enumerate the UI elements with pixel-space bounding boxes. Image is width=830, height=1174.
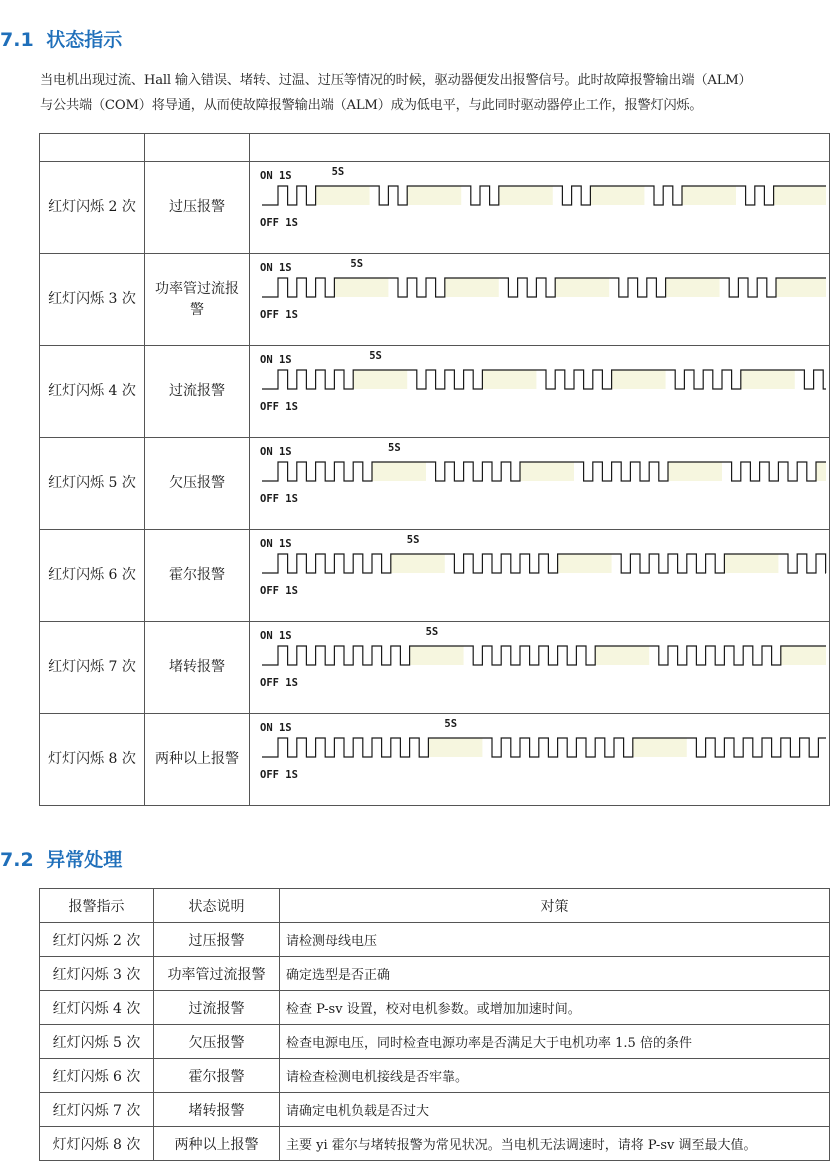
table-row — [40, 530, 830, 622]
header-status: 状态说明 — [154, 889, 280, 923]
indicator-cell: 红灯闪烁 6 次 — [40, 530, 145, 622]
status-cell: 堵转报警 — [154, 1093, 280, 1127]
off-label: OFF 1S — [260, 585, 298, 597]
action-cell: 确定选型是否正确 — [280, 957, 830, 991]
action-cell: 检查 P-sv 设置，校对电机参数。或增加加速时间。 — [280, 991, 830, 1025]
gap-fill — [445, 278, 499, 297]
off-label: OFF 1S — [260, 309, 298, 321]
action-cell: 请检测母线电压 — [280, 923, 830, 957]
table-row — [40, 254, 830, 346]
gap-label: 5S — [425, 626, 439, 638]
gap-fill — [482, 370, 536, 389]
status-cell: 过压报警 — [145, 162, 250, 254]
status-cell: 过压报警 — [154, 923, 280, 957]
table-row — [40, 1025, 830, 1059]
table-row — [40, 714, 830, 806]
gap-label: 5S — [331, 166, 345, 178]
waveform-diagram — [250, 438, 830, 529]
gap-label: 5S — [444, 718, 458, 730]
waveform-cell — [250, 622, 830, 714]
gap-fill — [774, 186, 826, 205]
table-row — [40, 1059, 830, 1093]
gap-label: 5S — [406, 534, 420, 546]
indicator-cell: 红灯闪烁 5 次 — [40, 1025, 154, 1059]
on-label: ON 1S — [260, 262, 292, 274]
table-row — [40, 1093, 830, 1127]
gap-label: 5S — [369, 350, 382, 362]
indicator-cell: 红灯闪烁 7 次 — [40, 1093, 154, 1127]
off-label: OFF 1S — [260, 769, 298, 781]
indicator-cell: 红灯闪烁 3 次 — [40, 254, 145, 346]
status-cell: 堵转报警 — [145, 622, 250, 714]
status-cell: 功率管过流报警 — [154, 957, 280, 991]
waveform-diagram — [250, 162, 830, 253]
intro-line: 与公共端（COM）将导通，从而使故障报警输出端（ALM）成为低电平，与此同时驱动器停止工作，报警灯闪烁。 — [40, 98, 703, 113]
header-indicator: 报警指示 — [40, 889, 154, 923]
waveform-diagram — [250, 346, 830, 437]
gap-fill — [353, 370, 407, 389]
status-cell: 欠压报警 — [154, 1025, 280, 1059]
table-row — [40, 923, 830, 957]
indicator-cell: 红灯闪烁 5 次 — [40, 438, 145, 530]
waveform-cell — [250, 162, 830, 254]
header-action: 对策 — [280, 889, 830, 923]
alarm-indicator-table — [39, 133, 830, 806]
status-cell: 霍尔报警 — [145, 530, 250, 622]
gap-fill — [668, 462, 722, 481]
table-row — [40, 622, 830, 714]
indicator-cell: 红灯闪烁 6 次 — [40, 1059, 154, 1093]
on-label: ON 1S — [260, 538, 292, 550]
table-row — [40, 162, 830, 254]
status-cell: 两种以上报警 — [154, 1127, 280, 1161]
indicator-cell: 灯灯闪烁 8 次 — [40, 1127, 154, 1161]
gap-fill — [590, 186, 644, 205]
header-cell — [40, 134, 145, 162]
waveform-cell — [250, 346, 830, 438]
section-title-status — [0, 25, 122, 52]
waveform-line — [262, 738, 826, 757]
waveform-line — [262, 646, 826, 665]
header-cell — [250, 134, 830, 162]
gap-fill — [428, 738, 482, 757]
indicator-cell: 灯灯闪烁 8 次 — [40, 714, 145, 806]
indicator-cell: 红灯闪烁 4 次 — [40, 346, 145, 438]
gap-fill — [741, 370, 795, 389]
status-cell: 过流报警 — [154, 991, 280, 1025]
waveform-diagram — [250, 254, 830, 345]
gap-fill — [316, 186, 370, 205]
table-header-row — [40, 134, 830, 162]
section-title-text: 状态指示 — [46, 29, 123, 51]
gap-label: 5S — [350, 258, 364, 270]
gap-fill — [334, 278, 388, 297]
action-cell: 检查电源电压，同时检查电源功率是否满足大于电机功率 1.5 倍的条件 — [280, 1025, 830, 1059]
gap-fill — [633, 738, 687, 757]
gap-fill — [666, 278, 720, 297]
waveform-cell — [250, 254, 830, 346]
gap-fill — [391, 554, 445, 573]
table-row — [40, 991, 830, 1025]
off-label: OFF 1S — [260, 401, 298, 413]
gap-fill — [781, 646, 826, 665]
table-row — [40, 438, 830, 530]
gap-label: 5S — [388, 442, 401, 454]
status-cell: 过流报警 — [145, 346, 250, 438]
waveform-diagram — [250, 530, 830, 621]
indicator-cell: 红灯闪烁 4 次 — [40, 991, 154, 1025]
section-title-text: 异常处理 — [46, 849, 123, 871]
gap-fill — [682, 186, 736, 205]
on-label: ON 1S — [260, 354, 292, 366]
waveform-cell — [250, 714, 830, 806]
on-label: ON 1S — [260, 722, 292, 734]
gap-fill — [776, 278, 826, 297]
gap-fill — [520, 462, 574, 481]
waveform-diagram — [250, 714, 830, 805]
gap-fill — [595, 646, 649, 665]
gap-fill — [558, 554, 612, 573]
indicator-cell: 红灯闪烁 2 次 — [40, 923, 154, 957]
section-title-troubleshoot — [0, 845, 122, 872]
section-number: 7.2 — [0, 849, 34, 871]
section-number: 7.1 — [0, 29, 34, 51]
gap-fill — [724, 554, 778, 573]
indicator-cell: 红灯闪烁 2 次 — [40, 162, 145, 254]
table-row — [40, 957, 830, 991]
waveform-cell — [250, 438, 830, 530]
action-cell: 请确定电机负载是否过大 — [280, 1093, 830, 1127]
indicator-cell: 红灯闪烁 7 次 — [40, 622, 145, 714]
intro-line: 当电机出现过流、Hall 输入错误、堵转、过温、过压等情况的时候，驱动器便发出报警信号。此时故障报警输出端（ALM） — [40, 73, 752, 88]
waveform-cell — [250, 530, 830, 622]
off-label: OFF 1S — [260, 493, 298, 505]
action-cell: 主要 yi 霍尔与堵转报警为常见状况。当电机无法调速时，请将 P-sv 调至最大值。 — [280, 1127, 830, 1161]
header-cell — [145, 134, 250, 162]
table-row — [40, 1127, 830, 1161]
gap-fill — [410, 646, 464, 665]
gap-fill — [499, 186, 553, 205]
status-cell: 两种以上报警 — [145, 714, 250, 806]
gap-fill — [372, 462, 426, 481]
on-label: ON 1S — [260, 170, 292, 182]
gap-fill — [612, 370, 666, 389]
on-label: ON 1S — [260, 630, 292, 642]
table-row — [40, 346, 830, 438]
status-cell: 功率管过流报警 — [145, 254, 250, 346]
waveform-diagram — [250, 622, 830, 713]
status-cell: 霍尔报警 — [154, 1059, 280, 1093]
table-header-row — [40, 889, 830, 923]
troubleshooting-table — [39, 888, 830, 1161]
off-label: OFF 1S — [260, 217, 298, 229]
indicator-cell: 红灯闪烁 3 次 — [40, 957, 154, 991]
on-label: ON 1S — [260, 446, 292, 458]
gap-fill — [555, 278, 609, 297]
action-cell: 请检查检测电机接线是否牢靠。 — [280, 1059, 830, 1093]
intro-paragraph — [40, 68, 830, 118]
gap-fill — [407, 186, 461, 205]
off-label: OFF 1S — [260, 677, 298, 689]
gap-fill — [816, 462, 826, 481]
status-cell: 欠压报警 — [145, 438, 250, 530]
